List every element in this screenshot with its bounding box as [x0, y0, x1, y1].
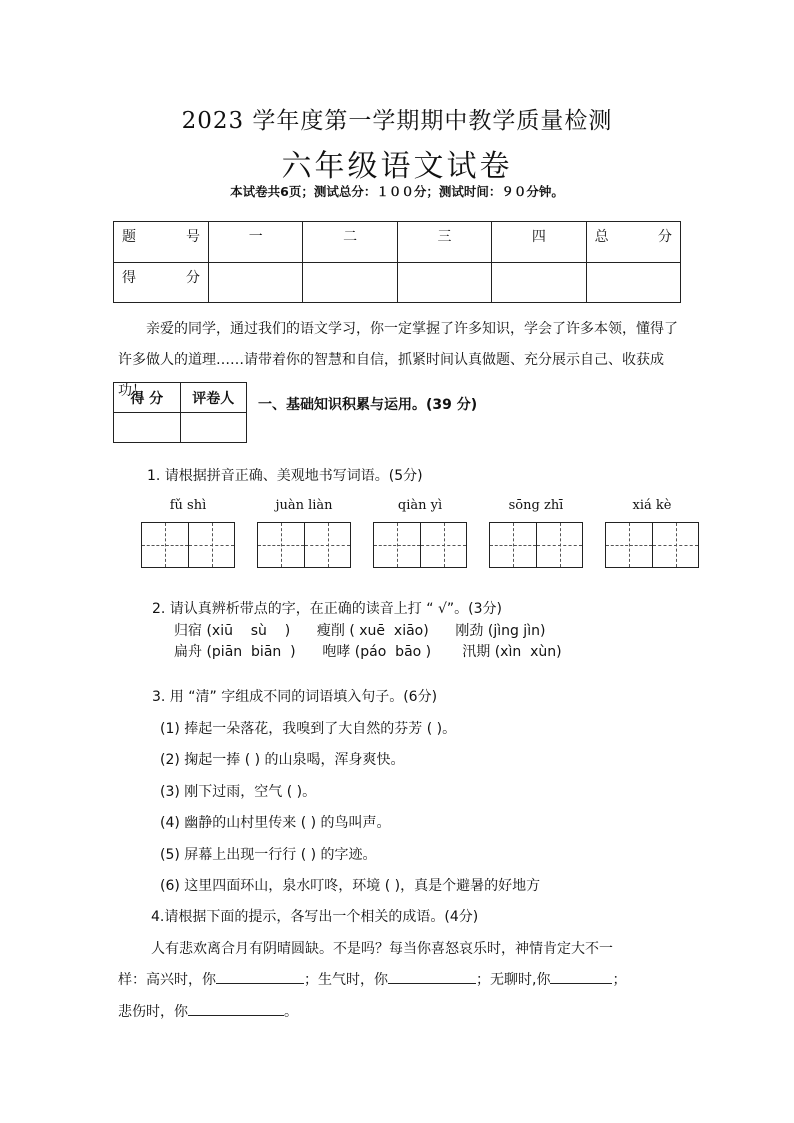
score-cell-total[interactable]	[586, 262, 680, 303]
q3-item-1[interactable]: (1) 捧起一朵落花，我嗅到了大自然的芬芳 ( )。	[160, 721, 457, 737]
score-table-header-row	[114, 222, 681, 263]
section1-heading: 一、基础知识积累与运用。(39 分)	[258, 397, 478, 413]
q3-item-5[interactable]: (5) 屏幕上出现一行行 ( ) 的字迹。	[160, 847, 377, 863]
score-cell-3[interactable]	[397, 262, 491, 303]
exam-title-line1: 2023 学年度第一学期期中教学质量检测	[181, 108, 613, 134]
score-table-col-2: 二	[303, 222, 397, 263]
q4-blank-angry[interactable]	[388, 969, 476, 984]
grader-reviewer-cell[interactable]	[180, 413, 247, 443]
q1-writing-grid-5[interactable]	[605, 522, 699, 568]
q1-pinyin-1: fǔ shì	[169, 498, 207, 513]
score-table-col-1: 一	[209, 222, 303, 263]
q4-prompt: 4.请根据下面的提示，各写出一个相关的成语。(4分)	[151, 909, 479, 925]
exam-title-line2: 六年级语文试卷	[281, 149, 513, 184]
q1-pinyin-2: juàn liàn	[275, 498, 333, 513]
q1-writing-grid-4[interactable]	[489, 522, 583, 568]
score-cell-1[interactable]	[209, 262, 303, 303]
q3-prompt: 3. 用 “清” 字组成不同的词语填入句子。(6分)	[152, 689, 438, 705]
q3-item-3[interactable]: (3) 刚下过雨，空气 ( )。	[160, 784, 317, 800]
score-table-col-3: 三	[397, 222, 491, 263]
q1-writing-grid-3[interactable]	[373, 522, 467, 568]
q4-blank-happy[interactable]	[216, 969, 304, 984]
q3-item-2[interactable]: (2) 掬起一捧 ( ) 的山泉喝，浑身爽快。	[160, 752, 405, 768]
score-table	[113, 221, 681, 303]
grader-reviewer-label: 评卷人	[180, 383, 247, 413]
q1-writing-grid-2[interactable]	[257, 522, 351, 568]
q1-writing-grid-1[interactable]	[141, 522, 235, 568]
score-table-col-4: 四	[492, 222, 586, 263]
score-table-total: 总 分	[586, 222, 680, 263]
q4-paragraph-line3: 悲伤时，你 。	[118, 1001, 298, 1021]
score-cell-2[interactable]	[303, 262, 397, 303]
q3-item-4[interactable]: (4) 幽静的山村里传来 ( ) 的鸟叫声。	[160, 815, 391, 831]
grader-box	[113, 382, 247, 443]
q1-pinyin-3: qiàn yì	[397, 498, 443, 513]
q1-pinyin-5: xiá kè	[632, 498, 672, 513]
q4-paragraph-line1: 人有悲欢离合月有阴晴圆缺。不是吗？每当你喜怒哀乐时，神情肯定大不一	[151, 941, 613, 957]
q2-pronunciation-line-2[interactable]: 扁舟 (piān biān ) 咆哮 (páo bāo ) 汛期 (xìn xùn)	[174, 644, 562, 660]
grader-score-cell[interactable]	[114, 413, 181, 443]
score-table-label: 题 号	[114, 222, 209, 263]
q2-prompt: 2. 请认真辨析带点的字，在正确的读音上打 “ √”。(3分)	[152, 601, 502, 617]
q3-item-6[interactable]: (6) 这里四面环山，泉水叮咚，环境 ( )，真是个避暑的好地方	[160, 878, 541, 894]
grader-score-label: 得 分	[114, 383, 181, 413]
intro-paragraph: 亲爱的同学，通过我们的语文学习，你一定掌握了许多知识，学会了许多本领，懂得了许多做人的道理……请带着你的智慧和自信，抓紧时间认真做题、充分展示自己、收获成功！	[118, 321, 678, 399]
score-cell-4[interactable]	[492, 262, 586, 303]
q4-blank-bored[interactable]	[550, 969, 612, 984]
q1-pinyin-4: sōng zhī	[508, 498, 564, 513]
score-table-score-row	[114, 262, 681, 303]
q4-blank-sad[interactable]	[188, 1001, 284, 1016]
exam-info: 本试卷共6页；测试总分：１００分；测试时间：９０分钟。	[230, 184, 564, 199]
q4-paragraph-line2: 样：高兴时，你 ；生气时，你 ；无聊时,你 ；	[118, 969, 626, 989]
q2-pronunciation-line-1[interactable]: 归宿 (xiū sù ) 瘦削 ( xuē xiāo) 刚劲 (jìng jìn)	[174, 623, 546, 639]
q1-prompt: 1. 请根据拼音正确、美观地书写词语。(5分)	[147, 468, 423, 484]
score-table-score-label: 得 分	[114, 262, 209, 303]
